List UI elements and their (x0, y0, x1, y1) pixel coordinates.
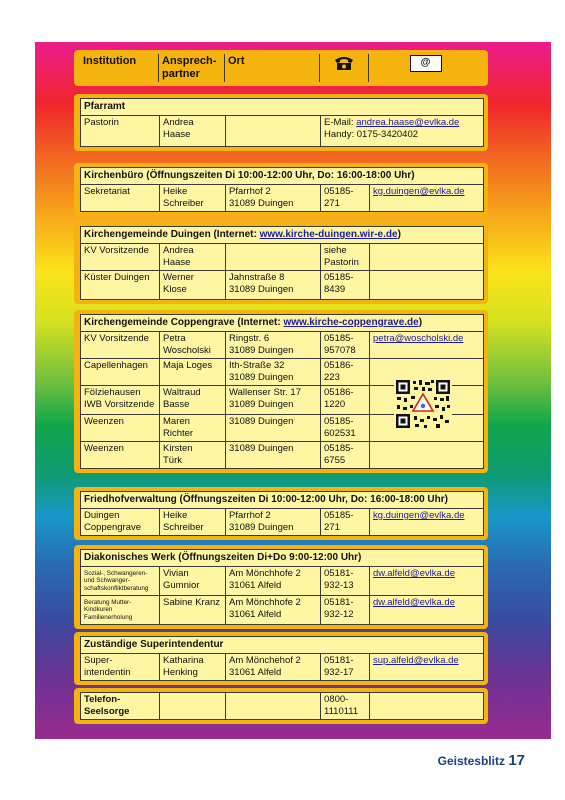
name-line: Basse (163, 399, 190, 410)
magazine-name: Geistesblitz (437, 754, 505, 768)
address-line: Ith-Straße 32 (229, 360, 285, 371)
coppengrave-row-email (369, 442, 483, 468)
role-line: IWB Vorsitzende (84, 399, 155, 410)
coppengrave-row-address (225, 359, 320, 385)
coppengrave-row-role: Weenzen (84, 443, 124, 454)
coppengrave-title-suffix: ) (418, 317, 423, 328)
coppengrave-title-prefix: Kirchengemeinde Coppengrave (Internet: (84, 317, 284, 328)
coppengrave-row-role: Weenzen (84, 416, 124, 427)
duingen-row-email (369, 271, 483, 299)
phone-line: 957078 (324, 345, 356, 356)
coppengrave-row-name (159, 332, 225, 358)
address-line: Am Mönchhofe 2 (229, 597, 301, 608)
address-line: Ringstr. 6 (229, 333, 270, 344)
diakonie-block (74, 545, 488, 629)
superintendentur-phone (320, 654, 369, 680)
header-institution: Institution (83, 55, 137, 67)
buero-title-hours: Öffnungszeiten Di 10:00-12:00 Uhr, Do: 16:00-18:00 Uhr) (149, 170, 415, 181)
seelsorge-table (80, 692, 484, 720)
header-phone (319, 54, 368, 82)
buero-address (225, 185, 320, 211)
superintendentur-block (74, 632, 488, 685)
phone-line: 05186- (324, 360, 354, 371)
address-line: Am Mönchhofe 2 (229, 568, 301, 579)
buero-addr2: 31089 Duingen (229, 198, 294, 209)
phone-line: Pastorin (324, 257, 359, 268)
friedhof-email (369, 509, 483, 535)
coppengrave-row-phone (320, 386, 369, 414)
duingen-row-role: Küster Duingen (84, 272, 150, 283)
address-line: 31089 Duingen (229, 345, 294, 356)
phone-line: 05181- (324, 568, 354, 579)
phone-line: 05181- (324, 597, 354, 608)
pfarramt-email-line (324, 117, 480, 129)
coppengrave-row-address (225, 386, 320, 414)
phone-line: 05185- (324, 510, 354, 521)
diakonie-table (80, 549, 484, 625)
header-contact-line1: Ansprech- (162, 55, 217, 67)
friedhof-title-row (81, 492, 483, 508)
role-line: Seelsorge (84, 706, 130, 717)
name-line: Andrea (163, 245, 194, 256)
friedhof-address (225, 509, 320, 535)
buero-email (369, 185, 483, 211)
duingen-title-suffix: ) (397, 229, 401, 240)
name-line: Maren (163, 416, 190, 427)
diakonie-row-name (159, 596, 225, 624)
coppengrave-row-name (159, 386, 225, 414)
coppengrave-row (81, 441, 483, 468)
superintendentur-row (81, 653, 483, 680)
address-line: Pfarrhof 2 (229, 510, 271, 521)
friedhof-phone (320, 509, 369, 535)
pfarramt-contact (320, 116, 483, 146)
seelsorge-block (74, 688, 488, 724)
coppengrave-row-name (159, 442, 225, 468)
duingen-table (80, 226, 484, 300)
friedhof-name (159, 509, 225, 535)
buero-name1: Heike (163, 186, 188, 197)
page-footer (438, 752, 525, 769)
coppengrave-row-role: KV Vorsitzende (84, 333, 149, 344)
duingen-url-link[interactable]: www.kirche-duingen.wir-e.de (259, 229, 398, 240)
coppengrave-row-role (81, 386, 159, 414)
friedhof-block (74, 487, 488, 540)
coppengrave-url-link[interactable]: www.kirche-coppengrave.de (283, 317, 419, 328)
phone-line: 8439 (324, 284, 346, 295)
address-line: 31061 Alfeld (229, 609, 282, 620)
diakonie-row-email (369, 567, 483, 595)
coppengrave-block (74, 310, 488, 473)
friedhof-row (81, 508, 483, 535)
pfarramt-title-row (81, 99, 483, 115)
pfarramt-title: Pfarramt (84, 101, 126, 112)
phone-line: 1110111 (324, 706, 359, 717)
name-line: Werner (163, 272, 194, 283)
header-contact-line2: partner (162, 68, 200, 80)
duingen-title-row (81, 227, 483, 243)
role-line: Telefon- (84, 694, 121, 705)
name-line: Klose (163, 284, 187, 295)
role-line: schaftskonfliktberatung (84, 584, 149, 592)
phone-line: 05185- (324, 272, 354, 283)
name-line: Katharina (163, 655, 204, 666)
coppengrave-row-phone (320, 442, 369, 468)
envelope-icon: @ (410, 55, 442, 72)
coppengrave-row-phone (320, 359, 369, 385)
duingen-row-address (225, 244, 320, 270)
pfarramt-table (80, 98, 484, 147)
pfarramt-name1: Andrea (163, 117, 194, 128)
phone-line: 05181- (324, 655, 354, 666)
buero-phone2: 271 (324, 198, 340, 209)
phone-line: 05185- (324, 333, 354, 344)
header-contact (158, 54, 224, 82)
pfarramt-block (74, 94, 488, 151)
pfarramt-address (225, 116, 320, 146)
role-line: Fölziehausen (84, 387, 141, 398)
phone-line: 223 (324, 372, 340, 383)
buero-phone (320, 185, 369, 211)
phone-line: siehe (324, 245, 347, 256)
coppengrave-row-address (225, 442, 320, 468)
coppengrave-row-address (225, 332, 320, 358)
buero-row (81, 184, 483, 211)
address-line: 31089 Duingen (229, 443, 294, 454)
pfarramt-name2: Haase (163, 129, 191, 140)
role-line: Familienerholung (84, 613, 133, 621)
address-line: Wallenser Str. 17 (229, 387, 301, 398)
duingen-title-prefix: Kirchengemeinde Duingen (Internet: (84, 229, 260, 240)
address-line: 31089 Duingen (229, 399, 294, 410)
coppengrave-row-role: Capellenhagen (84, 360, 148, 371)
address-line: 31061 Alfeld (229, 580, 282, 591)
buero-title-prefix: Kirchenbüro ( (84, 170, 150, 181)
seelsorge-row (81, 693, 483, 719)
header-row (80, 54, 482, 82)
duingen-row-email (369, 244, 483, 270)
name-line: Türk (163, 455, 182, 466)
name-line: Waltraud (163, 387, 201, 398)
coppengrave-title-row (81, 315, 483, 331)
coppengrave-title (81, 315, 425, 331)
diakonie-title: Diakonisches Werk (Öffnungszeiten Di+Do 9:00-12:00 Uhr) (84, 552, 362, 563)
pfarramt-handy: Handy: 0175-3420402 (324, 129, 419, 140)
duingen-row-role: KV Vorsitzende (84, 245, 149, 256)
diakonie-row (81, 595, 483, 624)
duingen-row-address (225, 271, 320, 299)
duingen-row-name (159, 271, 225, 299)
phone-line: 6755 (324, 455, 346, 466)
buero-email-link[interactable]: kg.duingen@evlka.de (373, 186, 465, 197)
seelsorge-phone (320, 693, 369, 719)
seelsorge-address (225, 693, 320, 719)
buero-name (159, 185, 225, 211)
name-line: Henking (163, 667, 198, 678)
superintendentur-name (159, 654, 225, 680)
superintendentur-title: Zuständige Superintendentur (84, 639, 224, 650)
coppengrave-row-address (225, 415, 320, 441)
buero-title (81, 168, 418, 184)
duingen-row-name (159, 244, 225, 270)
role-line: Coppengrave (84, 522, 142, 533)
buero-addr1: Pfarrhof 2 (229, 186, 271, 197)
duingen-row-phone (320, 271, 369, 299)
superintendentur-address (225, 654, 320, 680)
phone-line: 602531 (324, 428, 356, 439)
name-line: Maja Loges (163, 360, 213, 371)
name-line: Gumnior (163, 580, 200, 591)
name-line: Haase (163, 257, 191, 268)
name-line: Richter (163, 428, 194, 439)
superintendentur-email (369, 654, 483, 680)
buero-table (80, 167, 484, 212)
name-line: Vivian (163, 568, 189, 579)
role-line: Super- (84, 655, 113, 666)
name-line: Petra (163, 333, 186, 344)
header-block (74, 50, 488, 86)
email-link[interactable]: petra@woscholski.de (373, 333, 464, 344)
superintendentur-role (81, 654, 159, 680)
phone-line: 932-13 (324, 580, 354, 591)
phone-line: 05185- (324, 416, 354, 427)
phone-line: 932-17 (324, 667, 354, 678)
diakonie-row (81, 566, 483, 595)
address-line: Am Mönchehof 2 (229, 655, 301, 666)
coppengrave-row-name (159, 415, 225, 441)
diakonie-row-phone (320, 596, 369, 624)
coppengrave-row (81, 331, 483, 358)
pfarramt-role: Pastorin (84, 117, 119, 128)
seelsorge-email (369, 693, 483, 719)
buero-role: Sekretariat (84, 186, 130, 197)
email-link[interactable]: dw.alfeld@evlka.de (373, 568, 455, 579)
pfarramt-email-link[interactable]: andrea.haase@evlka.de (356, 117, 460, 128)
header-mail (368, 54, 482, 82)
email-link[interactable]: sup.alfeld@evlka.de (373, 655, 459, 666)
duingen-title (81, 227, 404, 243)
name-line: Kirsten (163, 443, 193, 454)
role-line: und Schwanger- (84, 577, 130, 585)
address-line: 31089 Duingen (229, 416, 294, 427)
buero-name2: Schreiber (163, 198, 204, 209)
telephone-icon (333, 62, 355, 74)
friedhof-title: Friedhofverwaltung (Öffnungszeiten Di 10:00-12:00 Uhr, Do: 16:00-18:00 Uhr) (84, 494, 448, 505)
coppengrave-row-name (159, 359, 225, 385)
phone-line: 05185- (324, 443, 354, 454)
pfarramt-row (81, 115, 483, 146)
header-place: Ort (224, 54, 319, 82)
address-line: 31089 Duingen (229, 372, 294, 383)
superintendentur-title-row (81, 637, 483, 653)
role-line: Duingen (84, 510, 120, 521)
role-line: Beratung Mutter- (84, 599, 132, 606)
name-line: Woscholski (163, 345, 211, 356)
coppengrave-row-phone (320, 332, 369, 358)
diakonie-title-row (81, 550, 483, 566)
diakonie-row-phone (320, 567, 369, 595)
name-line: Sabine Kranz (163, 597, 221, 608)
address-line: 31089 Duingen (229, 284, 294, 295)
diakonie-row-role (81, 596, 159, 624)
buero-block (74, 163, 488, 216)
diakonie-row-role (81, 567, 159, 595)
phone-line: 0800- (324, 694, 349, 705)
duingen-block (74, 222, 488, 304)
diakonie-row-email (369, 596, 483, 624)
friedhof-table (80, 491, 484, 536)
email-link[interactable]: kg.duingen@evlka.de (373, 510, 465, 521)
buero-phone1: 05185- (324, 186, 354, 197)
qr-code[interactable] (394, 378, 452, 430)
duingen-row-phone (320, 244, 369, 270)
phone-line: 05186- (324, 387, 354, 398)
seelsorge-role (81, 693, 159, 719)
name-line: Schreiber (163, 522, 204, 533)
role-line: Kindkuren (84, 606, 113, 614)
diakonie-row-name (159, 567, 225, 595)
coppengrave-row-email (369, 332, 483, 358)
page-number: 17 (508, 752, 525, 769)
address-line: 31089 Duingen (229, 522, 294, 533)
pfarramt-name (159, 116, 225, 146)
diakonie-row-address (225, 596, 320, 624)
superintendentur-table (80, 636, 484, 681)
duingen-row (81, 270, 483, 299)
buero-title-row (81, 168, 483, 184)
seelsorge-name (159, 693, 225, 719)
address-line: Jahnstraße 8 (229, 272, 285, 283)
phone-line: 271 (324, 522, 340, 533)
name-line: Heike (163, 510, 188, 521)
phone-line: 1220 (324, 399, 346, 410)
coppengrave-row-phone (320, 415, 369, 441)
friedhof-role (81, 509, 159, 535)
phone-line: 932-12 (324, 609, 354, 620)
header-table (80, 54, 482, 82)
address-line: 31061 Alfeld (229, 667, 282, 678)
email-link[interactable]: dw.alfeld@evlka.de (373, 597, 455, 608)
pfarramt-email-prefix: E-Mail: (324, 117, 357, 128)
duingen-row (81, 243, 483, 270)
role-line: Sozial-, Schwangeren- (84, 570, 148, 577)
diakonie-row-address (225, 567, 320, 595)
role-line: intendentin (84, 667, 131, 678)
